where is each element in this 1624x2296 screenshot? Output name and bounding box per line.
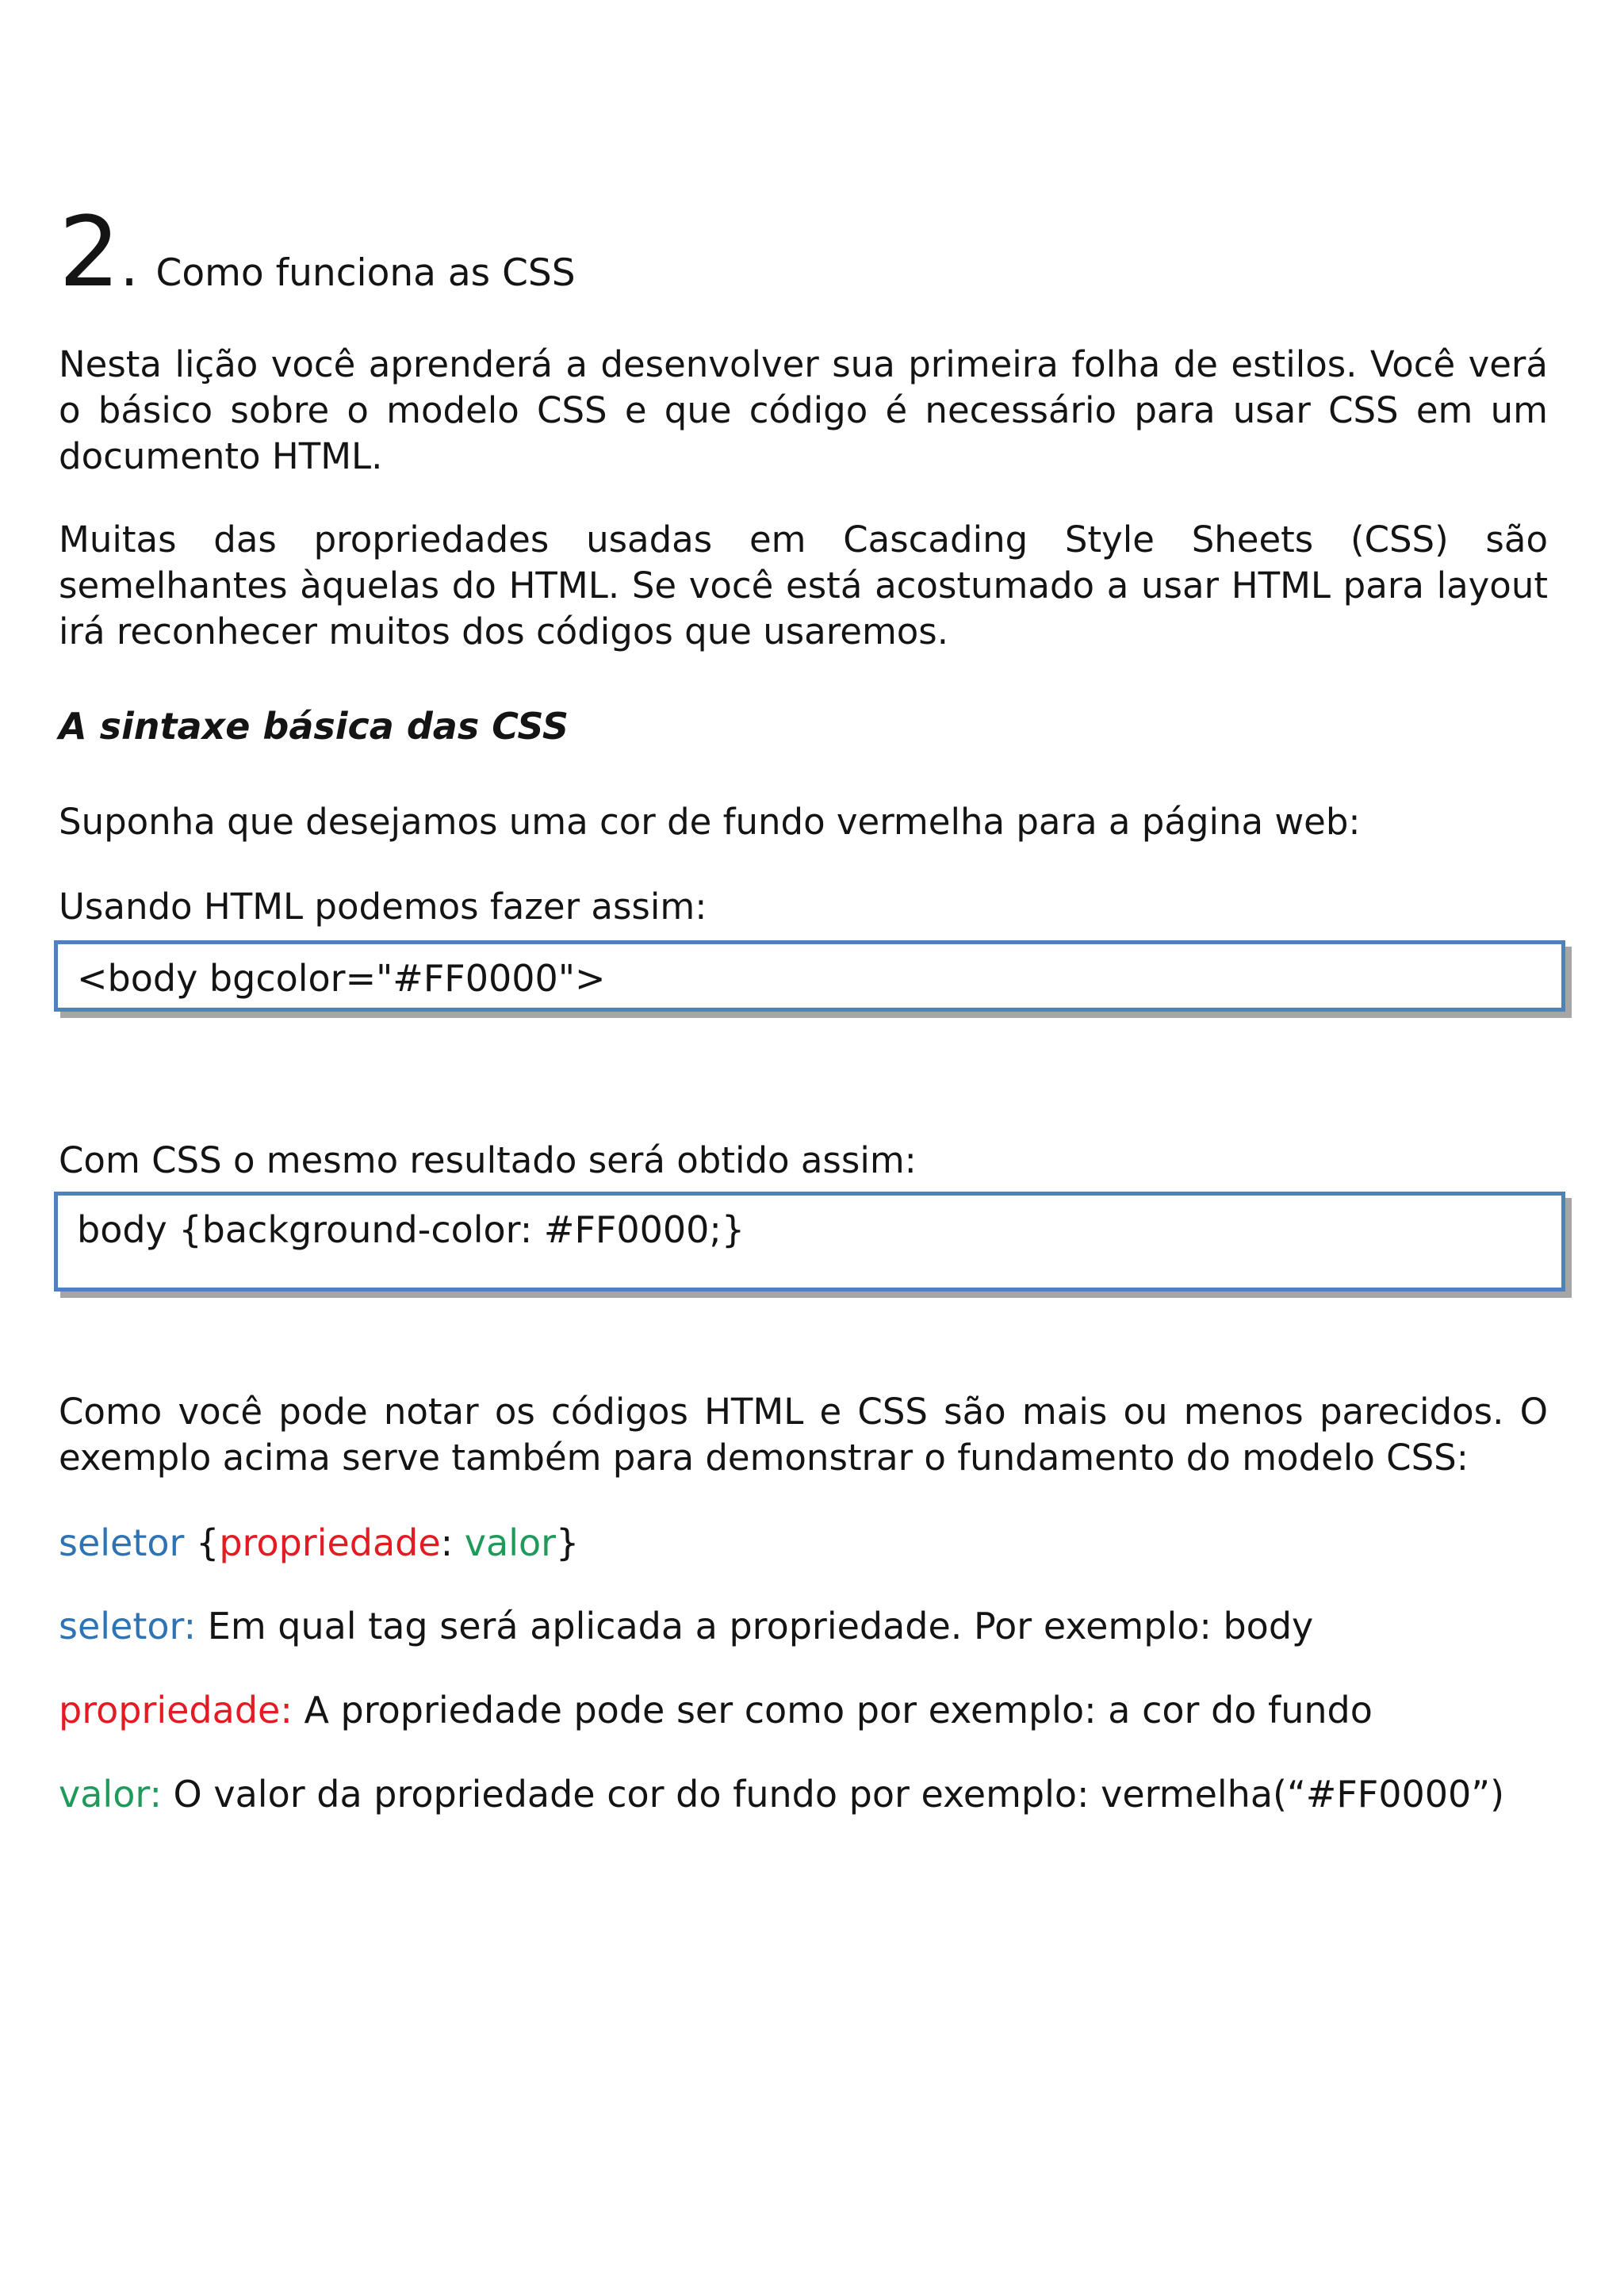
selector-term: seletor: [59, 1605, 197, 1647]
syntax-colon: : [440, 1521, 465, 1564]
css-code-box [54, 1192, 1565, 1292]
property-definition [59, 1687, 1548, 1733]
section-number-dot: . [120, 232, 139, 299]
suppose-paragraph: Suponha que desejamos uma cor de fundo vermelha para a página web: [59, 801, 1361, 843]
html-code: <body bgcolor="#FF0000"> [77, 957, 606, 1000]
value-description: O valor da propriedade cor do fundo por exemplo: vermelha(“#FF0000”) [161, 1773, 1505, 1816]
html-intro-paragraph: Usando HTML podemos fazer assim: [59, 886, 707, 928]
syntax-open-brace: { [184, 1521, 220, 1564]
section-number: 2 [59, 196, 121, 308]
intro-paragraph-2: Muitas das propriedades usadas em Cascading Style Sheets (CSS) são semelhantes àquelas do HTML. Se você está acostumado a usar HTML para layout irá reconhecer muitos dos códigos que usaremos. [59, 519, 1548, 652]
syntax-model-line [59, 1520, 1548, 1566]
intro-paragraph-1: Nesta lição você aprenderá a desenvolver sua primeira folha de estilos. Você verá o básico sobre o modelo CSS e que código é necessário para usar CSS em um documento HTML. [59, 343, 1548, 477]
selector-description: Em qual tag será aplicada a propriedade. Por exemplo: body [196, 1605, 1314, 1647]
syntax-selector: seletor [59, 1521, 185, 1564]
syntax-close-brace: } [556, 1521, 580, 1564]
property-term: propriedade: [59, 1689, 293, 1732]
syntax-property: propriedade [219, 1521, 441, 1564]
section-title: Como funciona as CSS [155, 251, 576, 295]
value-definition [59, 1771, 1548, 1817]
css-intro-paragraph: Com CSS o mesmo resultado será obtido assim: [59, 1139, 917, 1181]
css-code: body {background-color: #FF0000;} [77, 1208, 745, 1251]
html-code-box [54, 940, 1565, 1012]
value-term: valor: [59, 1773, 162, 1816]
property-description: A propriedade pode ser como por exemplo: a cor do fundo [292, 1689, 1373, 1732]
syntax-subheading: A sintaxe básica das CSS [59, 705, 569, 748]
selector-definition [59, 1603, 1548, 1649]
section-heading [59, 197, 576, 308]
compare-paragraph: Como você pode notar os códigos HTML e CSS são mais ou menos parecidos. O exemplo acima serve também para demonstrar o fundamento do modelo CSS: [59, 1391, 1548, 1479]
syntax-value: valor [464, 1521, 557, 1564]
